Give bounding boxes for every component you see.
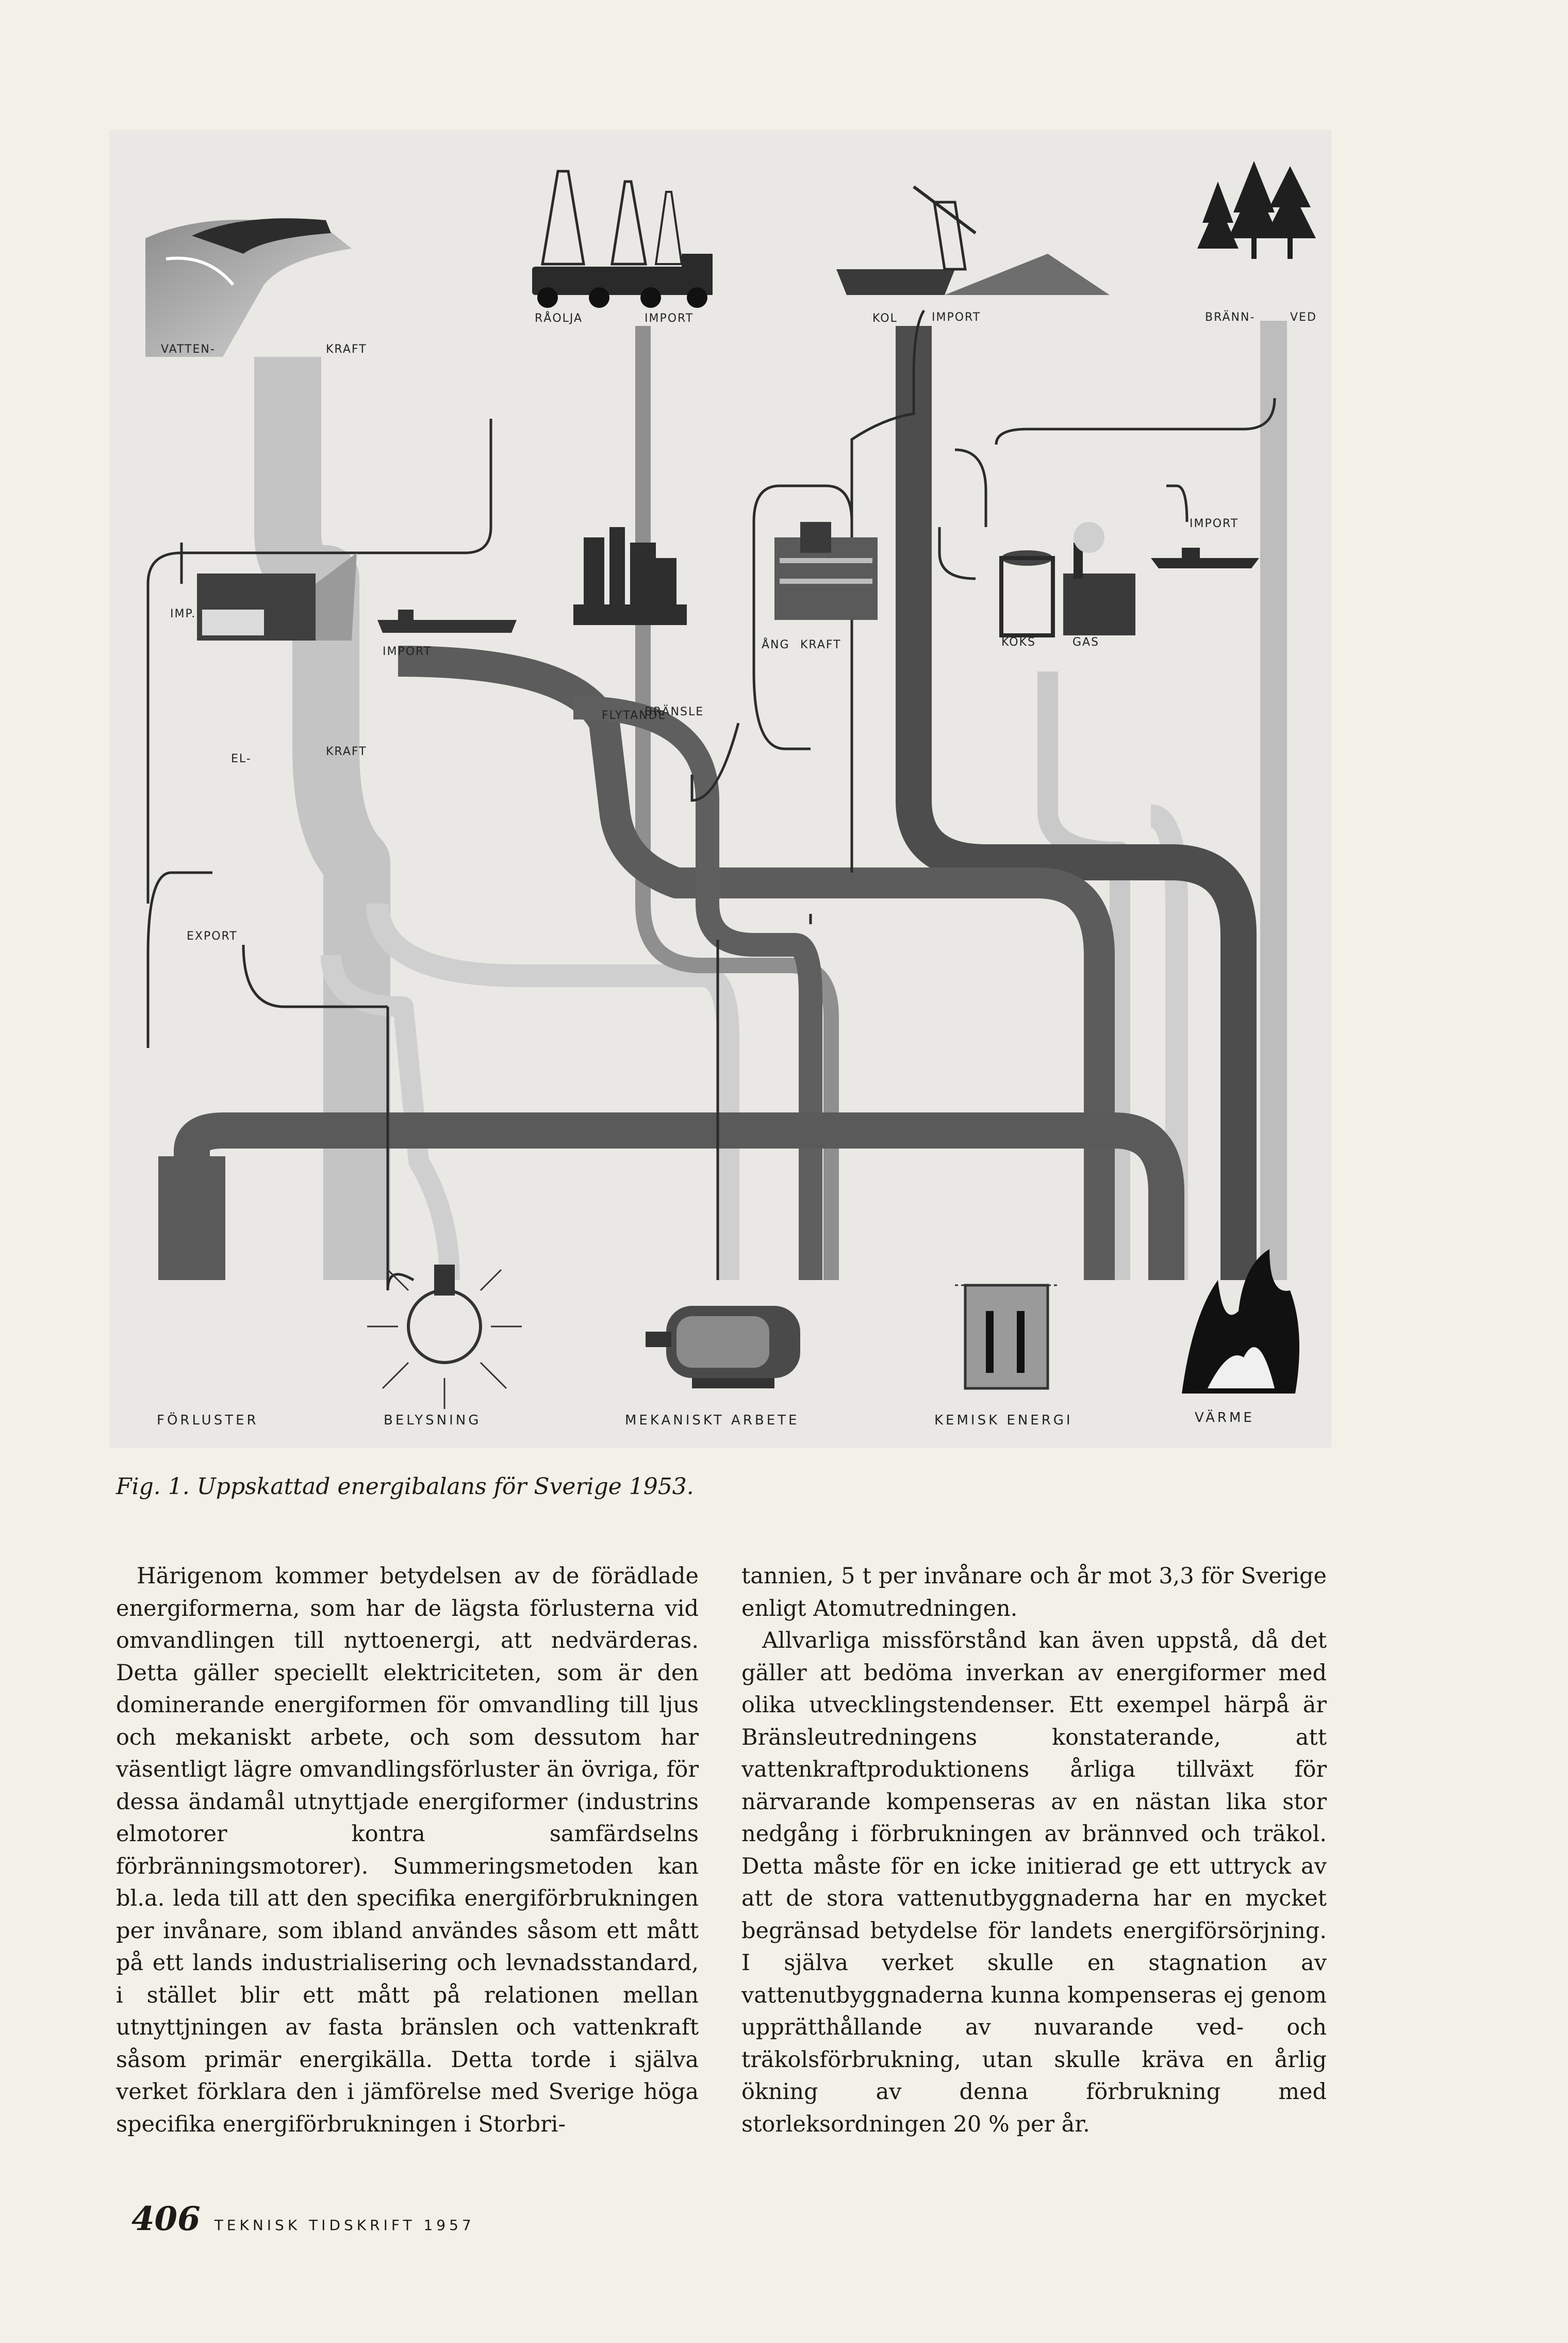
page-number: 406 (131, 2200, 201, 2238)
label-branneved-2: VED (1290, 311, 1317, 324)
label-ang-kraft: KRAFT (800, 638, 841, 651)
label-export: EXPORT (187, 930, 238, 943)
output-mekaniskt-arbete: MEKANISKT ARBETE (625, 1413, 800, 1428)
label-kol-import: IMPORT (932, 311, 981, 324)
right-paragraph-2: Allvarliga missförstånd kan även uppstå, då det gäller att bedöma inverkan av energiformer med olika utvecklingstendenser. Ett exempel härpå är Bränsleutredningens konstaterande, att vattenkraftproduktionens årliga tillväxt för närvarande kompenseras av en nästan lika stor nedgång i förbrukningen av brännved och träkol. Detta måste för en icke initierad ge ett uttryck av att de stora vattenutbyggnaderna har en mycket begränsad betydelse för landets energiförsörjning. I själva verket skulle en stagnation av vattenutbyggnaderna kunna kompenseras ej genom upprätthållande av nuvarande ved- och träkolsförbrukning, utan skulle kräva en årlig ökning av denna förbrukning med storleksordningen 20 % per år. (741, 1628, 1327, 2137)
label-flytande: FLYTANDE (602, 709, 667, 722)
right-column (741, 1560, 1327, 2140)
label-gas: GAS (1072, 636, 1100, 649)
page-footer (131, 2200, 475, 2238)
oil-derrick-icon (532, 171, 713, 308)
electrolysis-cell-icon (955, 1285, 1058, 1388)
left-paragraph: Härigenom kommer betydelsen av de förädlade energiformerna, som har de lägsta förlusterna vid omvandlingen till nyttoenergi, att nedvärderas. Detta gäller speciellt elektriciteten, som är den dominerande energiformen för omvandling till ljus och mekaniskt arbete, och som dessutom har väsentligt lägre omvandlingsförluster än övriga, för dessa ändamål utnyttjade energiformer (industrins elmotorer kontra samfärdselns förbränningsmotorer). Summeringsmetoden kan bl.a. leda till att den specifika energiförbrukningen per invånare, som ibland användes såsom ett mått på ett lands industrialisering och levnadsstandard, i stället blir ett mått på relationen mellan utnyttjningen av fasta bränslen och vattenkraft såsom primär energikälla. Detta torde i själva verket förklara den i jämförelse med Sverige höga specifika energiförbrukningen i Storbri- (116, 1563, 699, 2137)
output-forluster: FÖRLUSTER (157, 1413, 259, 1428)
label-import-oil: IMPORT (383, 645, 432, 658)
label-kol: KOL (872, 312, 898, 325)
label-ang: ÅNG (762, 638, 790, 651)
label-import-coke: IMPORT (1190, 517, 1239, 530)
steam-plant-icon (774, 522, 878, 620)
label-raolja-import: IMPORT (645, 312, 694, 325)
label-branneved-1: BRÄNN- (1205, 311, 1256, 324)
gasworks-icon (1001, 522, 1135, 635)
label-el-kraft: KRAFT (326, 745, 367, 758)
output-belysning: BELYSNING (384, 1413, 482, 1428)
label-bransle: BRÄNSLE (645, 706, 704, 718)
output-kemisk-energi: KEMISK ENERGI (934, 1413, 1073, 1428)
output-varme: VÄRME (1195, 1410, 1255, 1426)
right-paragraph-1: tannien, 5 t per invånare och år mot 3,3 för Sverige enligt Atomutredningen. (741, 1563, 1327, 1621)
light-bulb-icon (367, 1265, 522, 1409)
refinery-icon (573, 527, 687, 625)
import-ship-icon (1151, 548, 1259, 568)
label-vatten: VATTEN- (161, 343, 216, 356)
label-imp: IMP. (170, 608, 196, 620)
figure-caption: Fig. 1. Uppskattad energibalans för Sverige 1953. (116, 1473, 694, 1500)
energy-flow-figure (109, 130, 1331, 1448)
left-column (116, 1560, 699, 2140)
coal-ship-icon (836, 187, 1110, 295)
waterfall-icon (145, 218, 352, 357)
label-el: EL- (231, 752, 252, 765)
electric-motor-icon (646, 1306, 800, 1388)
energy-flow-diagram (109, 130, 1331, 1448)
journal-name: TEKNISK TIDSKRIFT 1957 (214, 2217, 475, 2234)
trees-icon (1197, 161, 1316, 259)
label-raolja: RÅOLJA (535, 312, 583, 325)
label-vatten-kraft: KRAFT (326, 343, 367, 356)
label-koks: KOKS (1001, 636, 1036, 649)
tanker-icon (377, 610, 517, 633)
